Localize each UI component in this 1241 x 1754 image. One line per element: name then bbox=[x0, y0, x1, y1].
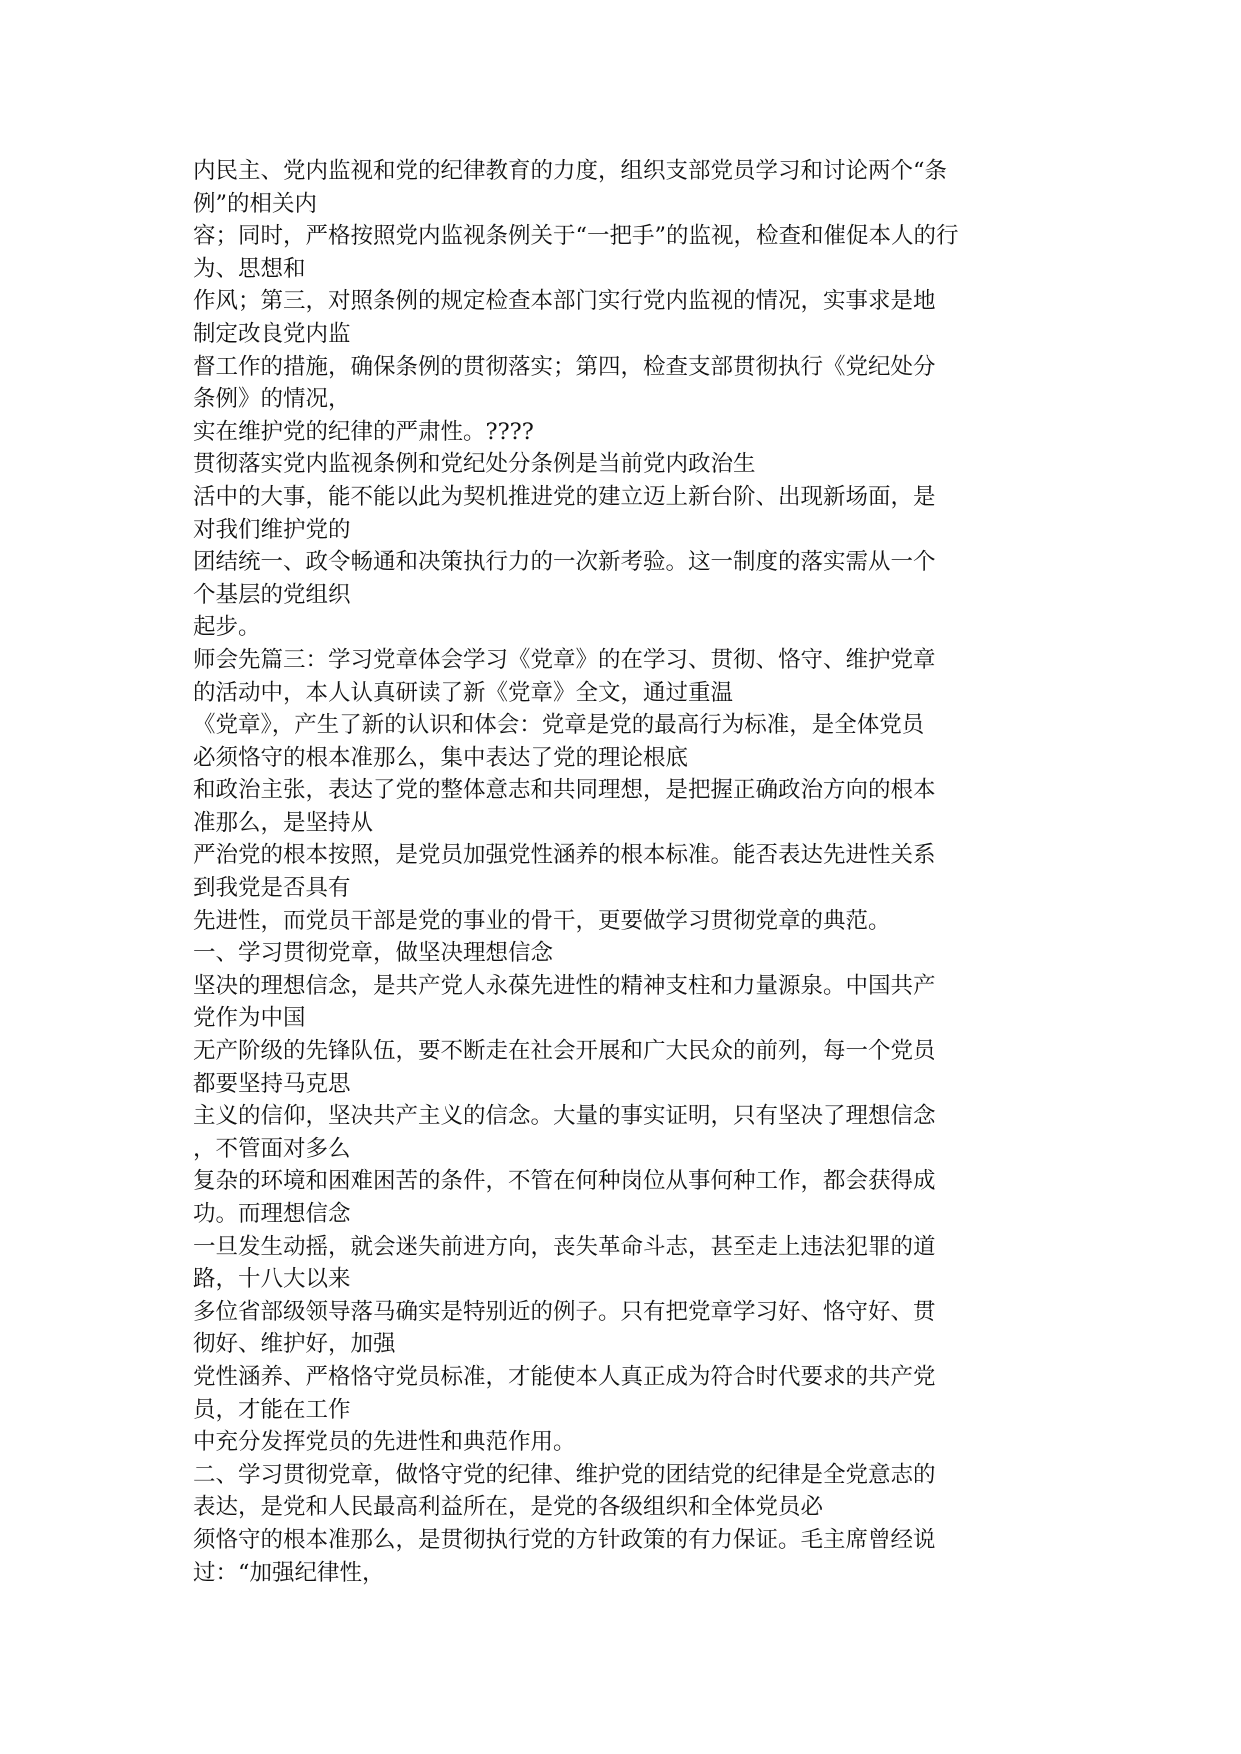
text-line: 实在维护党的纪律的严肃性。???? bbox=[193, 418, 534, 445]
text-line: 师会先篇三：学习党章体会学习《党章》的在学习、贯彻、恪守、维护党章 bbox=[193, 646, 936, 673]
text-line: 贯彻落实党内监视条例和党纪处分条例是当前党内政治生 bbox=[193, 451, 756, 478]
text-line: ，不管面对多么 bbox=[193, 1135, 351, 1162]
text-line: 彻好、维护好，加强 bbox=[193, 1331, 396, 1358]
text-line: 一、学习贯彻党章，做坚决理想信念 bbox=[193, 940, 554, 967]
text-line: 党作为中国 bbox=[193, 1005, 306, 1032]
text-line: 二、学习贯彻党章，做恪守党的纪律、维护党的团结党的纪律是全党意志的 bbox=[193, 1461, 936, 1488]
text-line: 个基层的党组织 bbox=[193, 581, 351, 608]
text-line: 容；同时，严格按照党内监视条例关于“一把手”的监视，检查和催促本人的行 bbox=[193, 223, 959, 250]
text-line: 无产阶级的先锋队伍，要不断走在社会开展和广大民众的前列，每一个党员 bbox=[193, 1038, 936, 1065]
text-line: 坚决的理想信念，是共产党人永葆先进性的精神支柱和力量源泉。中国共产 bbox=[193, 972, 936, 999]
text-line: 严治党的根本按照，是党员加强党性涵养的根本标准。能否表达先进性关系 bbox=[193, 842, 936, 869]
text-line: 一旦发生动摇，就会迷失前进方向，丧失革命斗志，甚至走上违法犯罪的道 bbox=[193, 1233, 936, 1260]
text-line: 中充分发挥党员的先进性和典范作用。 bbox=[193, 1429, 576, 1456]
text-line: 为、思想和 bbox=[193, 255, 306, 282]
text-line: 表达，是党和人民最高利益所在，是党的各级组织和全体党员必 bbox=[193, 1494, 824, 1521]
text-line: 员，才能在工作 bbox=[193, 1396, 351, 1423]
text-line: 必须恪守的根本准那么，集中表达了党的理论根底 bbox=[193, 744, 689, 771]
text-line: 和政治主张，表达了党的整体意志和共同理想，是把握正确政治方向的根本 bbox=[193, 777, 936, 804]
text-line: 须恪守的根本准那么，是贯彻执行党的方针政策的有力保证。毛主席曾经说 bbox=[193, 1526, 936, 1553]
text-line: 都要坚持马克思 bbox=[193, 1070, 351, 1097]
text-line: 督工作的措施，确保条例的贯彻落实；第四，检查支部贯彻执行《党纪处分 bbox=[193, 353, 936, 380]
text-line: 的活动中，本人认真研读了新《党章》全文，通过重温 bbox=[193, 679, 734, 706]
text-line: 活中的大事，能不能以此为契机推进党的建立迈上新台阶、出现新场面，是 bbox=[193, 483, 936, 510]
body-text bbox=[193, 155, 1063, 1589]
text-line: 制定改良党内监 bbox=[193, 320, 351, 347]
text-line: 功。而理想信念 bbox=[193, 1201, 351, 1227]
text-line: 条例》的情况， bbox=[193, 386, 351, 413]
text-line: 党性涵养、严格恪守党员标准，才能使本人真正成为符合时代要求的共产党 bbox=[193, 1363, 936, 1390]
text-line: 内民主、党内监视和党的纪律教育的力度，组织支部党员学习和讨论两个“条 bbox=[193, 158, 948, 184]
text-line: 路，十八大以来 bbox=[193, 1266, 351, 1293]
text-line: 团结统一、政令畅通和决策执行力的一次新考验。这一制度的落实需从一个 bbox=[193, 549, 936, 576]
text-line: 多位省部级领导落马确实是特别近的例子。只有把党章学习好、恪守好、贯 bbox=[193, 1298, 936, 1325]
text-line: 复杂的环境和困难困苦的条件，不管在何种岗位从事何种工作，都会获得成 bbox=[193, 1168, 936, 1195]
text-line: 作风；第三，对照条例的规定检查本部门实行党内监视的情况，实事求是地 bbox=[193, 288, 936, 315]
text-line: 主义的信仰，坚决共产主义的信念。大量的事实证明，只有坚决了理想信念 bbox=[193, 1103, 936, 1130]
text-line: 起步。 bbox=[193, 614, 261, 641]
text-line: 《党章》，产生了新的认识和体会：党章是党的最高行为标准，是全体党员 bbox=[193, 712, 925, 739]
text-line: 准那么，是坚持从 bbox=[193, 809, 374, 836]
text-line: 到我党是否具有 bbox=[193, 875, 351, 902]
text-line: 先进性，而党员干部是党的事业的骨干，更要做学习贯彻党章的典范。 bbox=[193, 907, 891, 934]
text-line: 对我们维护党的 bbox=[193, 516, 351, 543]
text-line: 过：“加强纪律性， bbox=[193, 1559, 385, 1586]
text-line: 例”的相关内 bbox=[193, 190, 318, 217]
